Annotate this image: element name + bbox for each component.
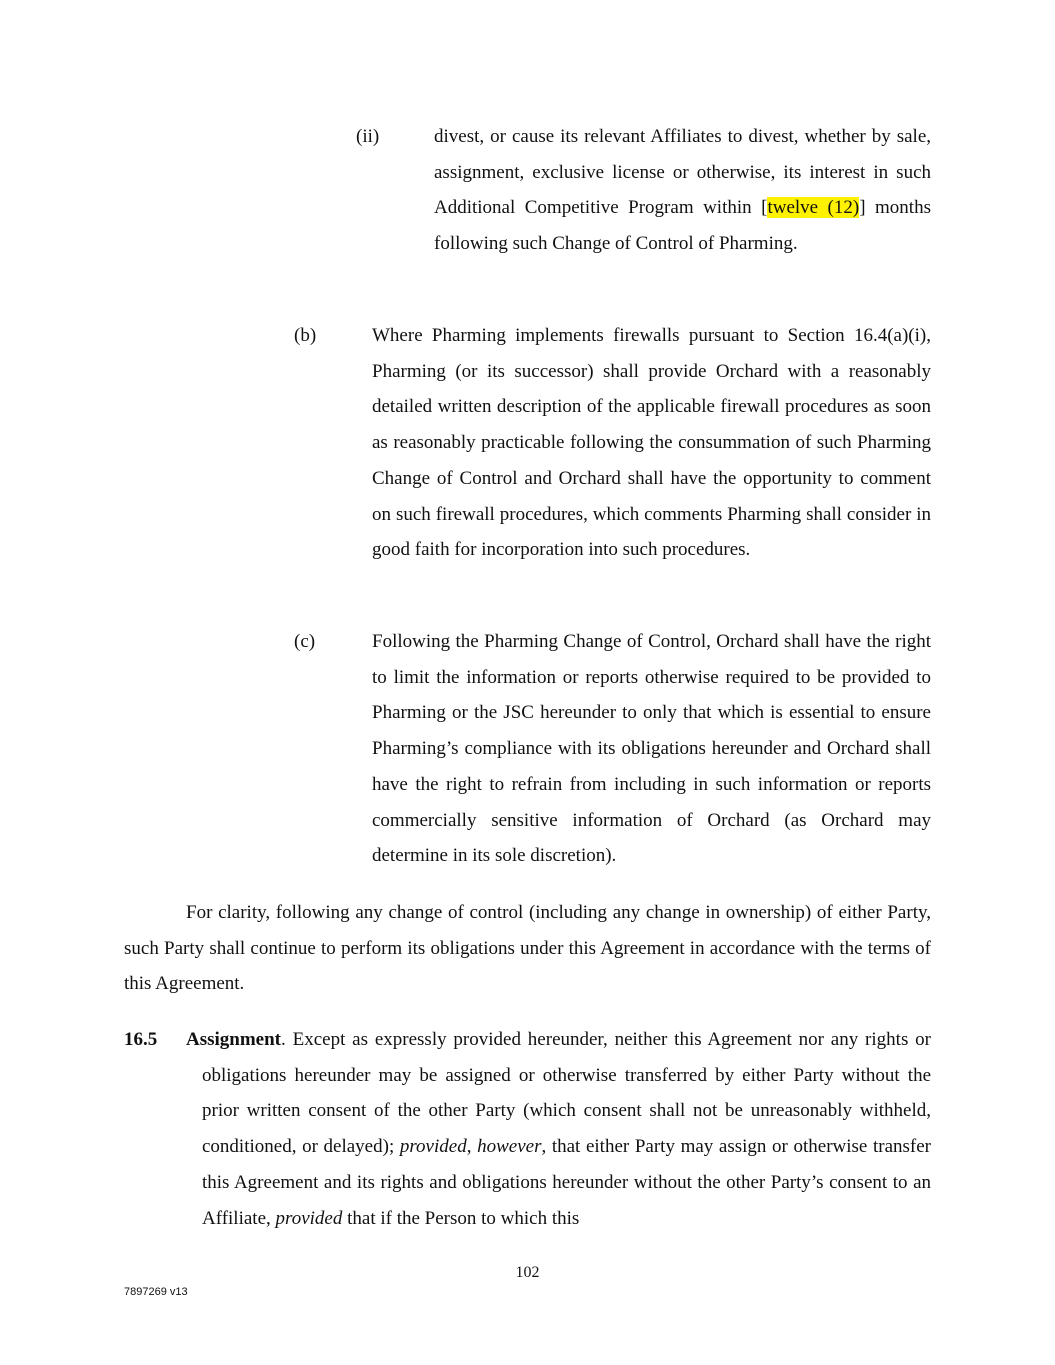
item-ii-text-before: divest, or cause its relevant Affiliates to divest, whether by sale, assignment, exclusive license or otherwise, its interest in such Additional Competitive Program within [ [434,126,931,219]
section-text-2: , that either Party may assign or otherwise transfer this Agreement and its rights and obligations hereunder without the other Party’s consent to an Affiliate, [202,1136,932,1229]
document-id: 7897269 v13 [124,1286,188,1298]
section-text-1: Except as expressly provided hereunder, neither this Agreement nor any rights or obligations hereunder may be assigned or otherwise transferred by either Party without the prior written consent of the other Party (which consent shall not be unreasonably withheld, conditioned, or delayed); [202,1029,931,1158]
item-c-paragraph: Following the Pharming Change of Control, Orchard shall have the right to limit the information or reports otherwise required to be provided to Pharming or the JSC hereunder to only that which is essential to ensure Pharming’s compliance with its obligations hereunder and Orchard shall have the right to refrain from including in such information or reports commercially sensitive information of Orchard (as Orchard may determine in its sole discretion). [372,631,931,867]
section-number: 16.5 [124,1029,158,1050]
item-c-label: (c) [294,631,316,652]
section-heading: Assignment [186,1029,282,1050]
heading-period: . [281,1029,286,1050]
item-ii-text-after: ] months following such Change of Control of Pharming. [434,197,931,255]
italic-provided: provided [399,1136,467,1158]
section-16-5-paragraph [186,1022,932,1236]
section-text-3: that if the Person to which this [342,1207,580,1229]
italic-provided-2: provided [275,1207,343,1229]
section-comma: , [466,1136,478,1158]
item-ii-highlight: twelve (12) [767,197,860,219]
italic-however: however [477,1136,542,1158]
item-b-paragraph: Where Pharming implements firewalls pursuant to Section 16.4(a)(i), Pharming (or its successor) shall provide Orchard with a reasonably detailed written description of the applicable firewall procedures as soon as reasonably practicable following the consummation of such Pharming Change of Control and Orchard shall have the opportunity to comment on such firewall procedures, which comments Pharming shall consider in good faith for incorporation into such procedures. [372,325,931,561]
page-number: 102 [515,1264,540,1281]
item-ii-paragraph [434,119,931,262]
item-b-label: (b) [294,325,317,346]
clarity-paragraph: For clarity, following any change of control (including any change in ownership) of either Party, such Party shall continue to perform its obligations under this Agreement in accordance with the terms of this Agreement. [124,902,931,995]
item-ii-label: (ii) [356,126,380,147]
